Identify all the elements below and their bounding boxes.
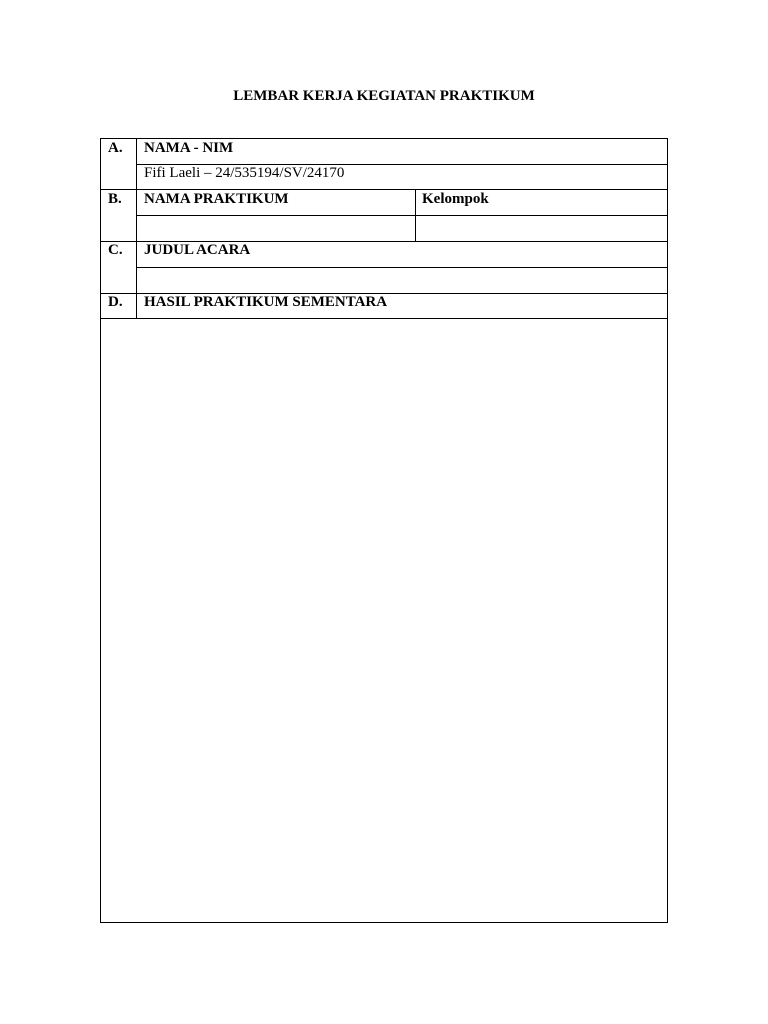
section-b-label: NAMA PRAKTIKUM [144,191,289,207]
row-divider [101,318,667,319]
section-c-letter: C. [108,242,123,258]
group-label: Kelompok [422,191,489,207]
section-b-letter: B. [108,191,122,207]
experiment-title-field[interactable] [144,268,664,292]
section-a-label: NAMA - NIM [144,140,234,156]
section-d-letter: D. [108,294,123,310]
section-a-letter: A. [108,140,123,156]
worksheet-form [100,138,668,923]
results-area[interactable] [107,325,661,915]
group-field[interactable] [422,216,662,240]
section-c-label: JUDUL ACARA [144,242,251,258]
letter-column-divider [136,139,137,319]
page-title: LEMBAR KERJA KEGIATAN PRAKTIKUM [233,88,535,104]
practicum-name-field[interactable] [144,216,409,240]
section-d-label: HASIL PRAKTIKUM SEMENTARA [144,294,388,310]
name-nim-field[interactable]: Fifi Laeli – 24/535194/SV/24170 [144,165,345,181]
group-column-divider [415,189,416,241]
